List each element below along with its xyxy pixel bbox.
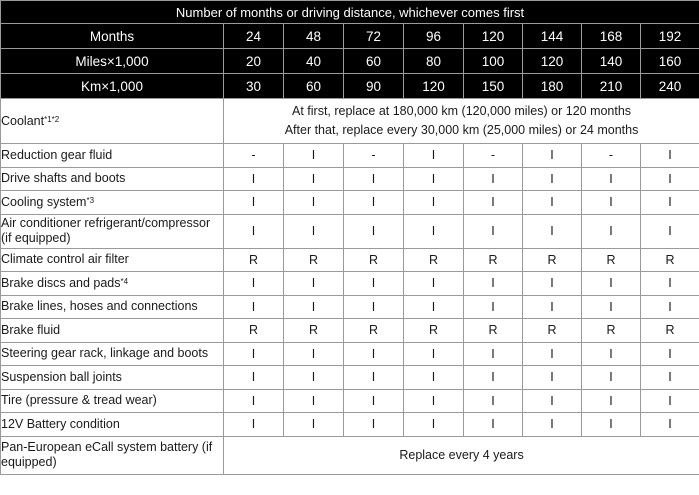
maintenance-interval-cell: R <box>404 248 464 272</box>
header-title: Number of months or driving distance, whichever comes first <box>1 1 699 24</box>
maintenance-item-label: Cooling system <box>1 194 87 209</box>
maintenance-interval-cell: I <box>582 191 641 215</box>
maintenance-interval-cell: R <box>224 248 284 272</box>
maintenance-interval-cell: I <box>344 167 404 191</box>
maintenance-interval-cell: R <box>344 319 404 343</box>
maintenance-interval-cell: R <box>404 319 464 343</box>
maintenance-item-row <box>1 272 699 296</box>
maintenance-interval-cell: I <box>582 214 641 248</box>
maintenance-interval-cell: I <box>224 342 284 366</box>
maintenance-interval-cell: I <box>344 272 404 296</box>
maintenance-interval-cell: I <box>224 413 284 437</box>
header-months-value: 192 <box>641 24 699 49</box>
maintenance-interval-cell: R <box>344 248 404 272</box>
maintenance-interval-cell: I <box>641 295 699 319</box>
coolant-note-line-2: After that, replace every 30,000 km (25,000 miles) or 24 months <box>284 123 639 137</box>
maintenance-item-label-cell <box>1 319 224 343</box>
maintenance-interval-cell: I <box>284 295 344 319</box>
maintenance-interval-cell: I <box>464 295 523 319</box>
maintenance-interval-cell: I <box>523 272 582 296</box>
header-miles-value: 140 <box>582 49 641 74</box>
maintenance-item-label-cell <box>1 389 224 413</box>
maintenance-interval-cell: I <box>404 191 464 215</box>
maintenance-item-label: Air conditioner refrigerant/compressor (if equipped) <box>1 216 211 245</box>
header-km-value: 150 <box>464 74 523 99</box>
maintenance-interval-cell: I <box>641 191 699 215</box>
maintenance-interval-cell: I <box>464 413 523 437</box>
maintenance-interval-cell: R <box>582 319 641 343</box>
header-miles-value: 20 <box>224 49 284 74</box>
coolant-note-line-1: At first, replace at 180,000 km (120,000 miles) or 120 months <box>292 104 632 118</box>
maintenance-item-label: 12V Battery condition <box>1 416 120 431</box>
maintenance-interval-cell: R <box>641 248 699 272</box>
maintenance-interval-cell: I <box>464 366 523 390</box>
maintenance-interval-cell: R <box>523 248 582 272</box>
coolant-note-cell <box>224 99 699 144</box>
maintenance-interval-cell: R <box>582 248 641 272</box>
maintenance-interval-cell: I <box>404 167 464 191</box>
maintenance-interval-cell: I <box>641 366 699 390</box>
maintenance-interval-cell: I <box>344 214 404 248</box>
maintenance-interval-cell: I <box>224 295 284 319</box>
maintenance-interval-cell: R <box>641 319 699 343</box>
header-km-value: 120 <box>404 74 464 99</box>
maintenance-interval-cell: I <box>344 342 404 366</box>
maintenance-interval-cell: I <box>284 191 344 215</box>
maintenance-interval-cell: I <box>224 167 284 191</box>
maintenance-interval-cell: I <box>344 191 404 215</box>
maintenance-item-row <box>1 295 699 319</box>
maintenance-item-row <box>1 214 699 248</box>
maintenance-item-label-cell <box>1 144 224 168</box>
maintenance-item-label: Brake discs and pads <box>1 275 121 290</box>
maintenance-interval-cell: I <box>404 366 464 390</box>
maintenance-interval-cell: I <box>582 295 641 319</box>
maintenance-item-label-cell <box>1 413 224 437</box>
maintenance-item-label: Climate control air filter <box>1 252 129 267</box>
maintenance-interval-cell: I <box>224 191 284 215</box>
header-km-label: Km×1,000 <box>1 74 224 99</box>
maintenance-interval-cell: I <box>523 342 582 366</box>
maintenance-interval-cell: R <box>284 248 344 272</box>
maintenance-interval-cell: I <box>404 413 464 437</box>
header-km-value: 60 <box>284 74 344 99</box>
maintenance-interval-cell: - <box>224 144 284 168</box>
header-km-value: 180 <box>523 74 582 99</box>
ecall-label: Pan-European eCall system battery (if equipped) <box>1 436 224 474</box>
maintenance-item-label: Steering gear rack, linkage and boots <box>1 346 209 361</box>
maintenance-interval-cell: I <box>464 272 523 296</box>
header-months-value: 96 <box>404 24 464 49</box>
maintenance-interval-cell: I <box>641 214 699 248</box>
coolant-label-cell <box>1 99 224 144</box>
maintenance-interval-cell: - <box>464 144 523 168</box>
maintenance-item-row <box>1 413 699 437</box>
maintenance-interval-cell: I <box>523 144 582 168</box>
coolant-label: Coolant <box>1 113 45 128</box>
maintenance-interval-cell: I <box>464 389 523 413</box>
maintenance-interval-cell: I <box>523 366 582 390</box>
header-months-value: 72 <box>344 24 404 49</box>
maintenance-interval-cell: R <box>523 319 582 343</box>
maintenance-interval-cell: R <box>464 319 523 343</box>
maintenance-interval-cell: I <box>224 389 284 413</box>
maintenance-interval-cell: I <box>404 272 464 296</box>
maintenance-interval-cell: I <box>582 366 641 390</box>
header-km-value: 210 <box>582 74 641 99</box>
maintenance-interval-cell: I <box>284 389 344 413</box>
coolant-footnote: *1*2 <box>44 114 60 124</box>
maintenance-interval-cell: I <box>284 342 344 366</box>
maintenance-interval-cell: I <box>582 272 641 296</box>
header-miles-value: 80 <box>404 49 464 74</box>
maintenance-item-row <box>1 144 699 168</box>
maintenance-interval-cell: I <box>641 342 699 366</box>
maintenance-interval-cell: I <box>404 214 464 248</box>
maintenance-interval-cell: I <box>464 342 523 366</box>
maintenance-interval-cell: I <box>582 413 641 437</box>
maintenance-interval-cell: I <box>344 413 404 437</box>
ecall-row <box>1 436 699 474</box>
maintenance-interval-cell: I <box>224 366 284 390</box>
maintenance-item-label-cell <box>1 295 224 319</box>
maintenance-interval-cell: I <box>523 295 582 319</box>
maintenance-item-row <box>1 167 699 191</box>
header-km-value: 240 <box>641 74 699 99</box>
maintenance-item-row <box>1 319 699 343</box>
header-title-row <box>1 1 699 24</box>
maintenance-interval-cell: I <box>404 342 464 366</box>
maintenance-interval-cell: I <box>284 272 344 296</box>
maintenance-interval-cell: I <box>582 389 641 413</box>
maintenance-interval-cell: I <box>284 144 344 168</box>
header-months-value: 48 <box>284 24 344 49</box>
maintenance-interval-cell: I <box>404 389 464 413</box>
maintenance-item-footnote: *4 <box>120 276 129 286</box>
header-months-value: 168 <box>582 24 641 49</box>
header-miles-label: Miles×1,000 <box>1 49 224 74</box>
header-miles-value: 60 <box>344 49 404 74</box>
maintenance-item-label-cell <box>1 248 224 272</box>
maintenance-interval-cell: I <box>641 144 699 168</box>
coolant-row <box>1 99 699 144</box>
maintenance-item-row <box>1 389 699 413</box>
maintenance-interval-cell: I <box>344 389 404 413</box>
maintenance-interval-cell: I <box>284 167 344 191</box>
header-months-value: 144 <box>523 24 582 49</box>
header-miles-value: 120 <box>523 49 582 74</box>
maintenance-interval-cell: I <box>523 389 582 413</box>
maintenance-item-label-cell <box>1 167 224 191</box>
maintenance-item-row <box>1 366 699 390</box>
header-miles-row <box>1 49 699 74</box>
maintenance-interval-cell: I <box>284 413 344 437</box>
maintenance-interval-cell: - <box>582 144 641 168</box>
maintenance-item-footnote: *3 <box>86 195 95 205</box>
ecall-note: Replace every 4 years <box>224 436 699 474</box>
maintenance-interval-cell: I <box>344 295 404 319</box>
maintenance-item-row <box>1 248 699 272</box>
maintenance-interval-cell: I <box>523 413 582 437</box>
maintenance-interval-cell: I <box>523 167 582 191</box>
maintenance-interval-cell: I <box>641 389 699 413</box>
maintenance-interval-cell: R <box>224 319 284 343</box>
maintenance-interval-cell: I <box>344 366 404 390</box>
maintenance-interval-cell: I <box>224 272 284 296</box>
maintenance-interval-cell: I <box>523 214 582 248</box>
maintenance-item-label-cell <box>1 342 224 366</box>
maintenance-interval-cell: I <box>641 413 699 437</box>
maintenance-item-label: Brake fluid <box>1 322 61 337</box>
maintenance-interval-cell: R <box>464 248 523 272</box>
maintenance-interval-cell: I <box>464 214 523 248</box>
maintenance-item-label: Suspension ball joints <box>1 369 122 384</box>
maintenance-item-label-cell <box>1 272 224 296</box>
maintenance-interval-cell: I <box>464 167 523 191</box>
maintenance-interval-cell: I <box>284 366 344 390</box>
maintenance-item-label: Reduction gear fluid <box>1 147 113 162</box>
header-km-value: 30 <box>224 74 284 99</box>
header-months-row <box>1 24 699 49</box>
header-months-label: Months <box>1 24 224 49</box>
header-miles-value: 160 <box>641 49 699 74</box>
maintenance-item-label-cell <box>1 191 224 215</box>
maintenance-item-label: Tire (pressure & tread wear) <box>1 393 157 408</box>
header-miles-value: 100 <box>464 49 523 74</box>
maintenance-item-row <box>1 191 699 215</box>
maintenance-interval-cell: I <box>641 167 699 191</box>
maintenance-interval-cell: I <box>523 191 582 215</box>
maintenance-interval-cell: I <box>224 214 284 248</box>
maintenance-item-label: Drive shafts and boots <box>1 171 126 186</box>
maintenance-item-label-cell <box>1 214 224 248</box>
header-months-value: 120 <box>464 24 523 49</box>
maintenance-interval-cell: I <box>284 214 344 248</box>
maintenance-interval-cell: I <box>641 272 699 296</box>
header-km-row <box>1 74 699 99</box>
header-km-value: 90 <box>344 74 404 99</box>
header-months-value: 24 <box>224 24 284 49</box>
maintenance-interval-cell: - <box>344 144 404 168</box>
maintenance-interval-cell: I <box>404 295 464 319</box>
maintenance-interval-cell: I <box>404 144 464 168</box>
maintenance-item-label: Brake lines, hoses and connections <box>1 299 198 314</box>
maintenance-interval-cell: I <box>464 191 523 215</box>
maintenance-interval-cell: R <box>284 319 344 343</box>
header-miles-value: 40 <box>284 49 344 74</box>
maintenance-item-row <box>1 342 699 366</box>
maintenance-interval-cell: I <box>582 342 641 366</box>
maintenance-interval-cell: I <box>582 167 641 191</box>
maintenance-item-label-cell <box>1 366 224 390</box>
